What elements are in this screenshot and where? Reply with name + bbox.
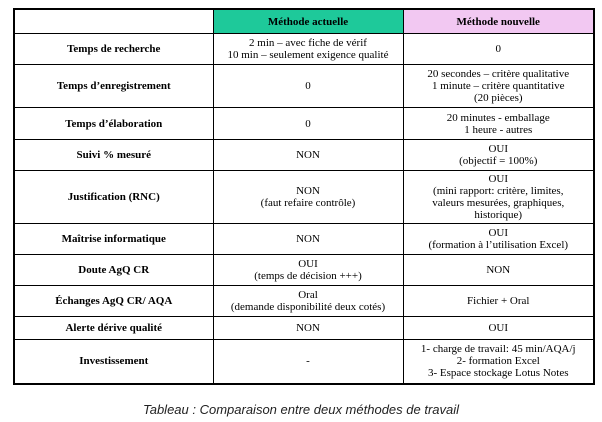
- row-label: Échanges AgQ CR/ AQA: [14, 286, 213, 317]
- cell-line: OUI: [488, 173, 509, 185]
- current-method-cell: [213, 140, 403, 171]
- header-current-method: Méthode actuelle: [213, 9, 403, 34]
- cell-line: OUI: [298, 258, 318, 270]
- new-method-cell: [403, 34, 594, 65]
- new-method-cell: [403, 108, 594, 140]
- cell-line: NON: [296, 149, 320, 161]
- cell-line: OUI: [488, 143, 509, 155]
- row-label: Temps d’élaboration: [14, 108, 213, 140]
- table-row: [14, 34, 594, 65]
- cell-line: 2 min – avec fiche de vérif: [249, 37, 367, 49]
- new-method-cell: [403, 317, 594, 340]
- cell-line: (objectif = 100%): [459, 155, 538, 167]
- cell-line: 1 minute – critère quantitative: [431, 80, 565, 92]
- cell-line: 1 heure - autres: [464, 123, 533, 136]
- table-row: [14, 65, 594, 108]
- comparison-table: [13, 8, 595, 385]
- cell-line: 0: [495, 43, 501, 55]
- row-label: Suivi % mesuré: [14, 140, 213, 171]
- table-row: [14, 224, 594, 255]
- cell-line: Fichier + Oral: [467, 295, 530, 307]
- cell-line: 1- charge de travail: 45 min/AQA/j: [420, 343, 576, 356]
- cell-line: 3- Espace stockage Lotus Notes: [427, 367, 569, 380]
- current-method-cell: [213, 65, 403, 108]
- cell-line: 2- formation Excel: [456, 355, 540, 368]
- cell-line: historique): [474, 209, 523, 221]
- table-row: [14, 255, 594, 286]
- cell-line: (20 pièces): [473, 92, 523, 104]
- new-method-cell: [403, 255, 594, 286]
- current-method-cell: [213, 286, 403, 317]
- comparison-table-container: [13, 8, 593, 385]
- cell-line: NON: [296, 322, 320, 334]
- header-new-method: Méthode nouvelle: [403, 9, 594, 34]
- cell-line: Oral: [298, 289, 318, 301]
- row-label: Maîtrise informatique: [14, 224, 213, 255]
- row-label: Temps d’enregistrement: [14, 65, 213, 108]
- cell-line: 0: [305, 80, 311, 92]
- cell-line: OUI: [488, 227, 509, 239]
- row-label: Temps de recherche: [14, 34, 213, 65]
- new-method-cell: [403, 171, 594, 224]
- cell-line: 20 secondes – critère qualitative: [427, 68, 570, 80]
- cell-line: OUI: [488, 322, 509, 334]
- cell-line: (formation à l’utilisation Excel): [428, 239, 569, 251]
- row-label: Alerte dérive qualité: [14, 317, 213, 340]
- row-label: Doute AgQ CR: [14, 255, 213, 286]
- table-caption: Tableau : Comparaison entre deux méthodes de travail: [142, 402, 460, 417]
- new-method-cell: [403, 340, 594, 384]
- new-method-cell: [403, 65, 594, 108]
- table-row: [14, 340, 594, 384]
- cell-line: -: [306, 355, 310, 368]
- current-method-cell: [213, 224, 403, 255]
- cell-line: (faut refaire contrôle): [260, 197, 356, 209]
- cell-line: 10 min – seulement exigence qualité: [227, 49, 389, 61]
- table-row: [14, 286, 594, 317]
- cell-line: NON: [486, 264, 511, 276]
- current-method-cell: [213, 171, 403, 224]
- new-method-cell: [403, 140, 594, 171]
- cell-line: 20 minutes - emballage: [446, 111, 550, 124]
- current-method-cell: [213, 255, 403, 286]
- table-row: [14, 317, 594, 340]
- cell-line: (demande disponibilité deux cotés): [230, 301, 386, 313]
- cell-line: NON: [296, 233, 320, 245]
- table-row: [14, 171, 594, 224]
- cell-line: NON: [296, 185, 320, 197]
- current-method-cell: [213, 108, 403, 140]
- current-method-cell: [213, 317, 403, 340]
- row-label: Justification (RNC): [14, 171, 213, 224]
- header-empty-cell: [14, 9, 213, 34]
- cell-line: (temps de décision +++): [254, 270, 362, 282]
- header-row: [14, 9, 594, 34]
- table-row: [14, 108, 594, 140]
- cell-line: 0: [305, 117, 311, 130]
- cell-line: valeurs mesurées, graphiques,: [432, 197, 565, 209]
- row-label: Investissement: [14, 340, 213, 384]
- cell-line: (mini rapport: critère, limites,: [433, 185, 564, 197]
- new-method-cell: [403, 286, 594, 317]
- table-row: [14, 140, 594, 171]
- current-method-cell: [213, 34, 403, 65]
- new-method-cell: [403, 224, 594, 255]
- current-method-cell: [213, 340, 403, 384]
